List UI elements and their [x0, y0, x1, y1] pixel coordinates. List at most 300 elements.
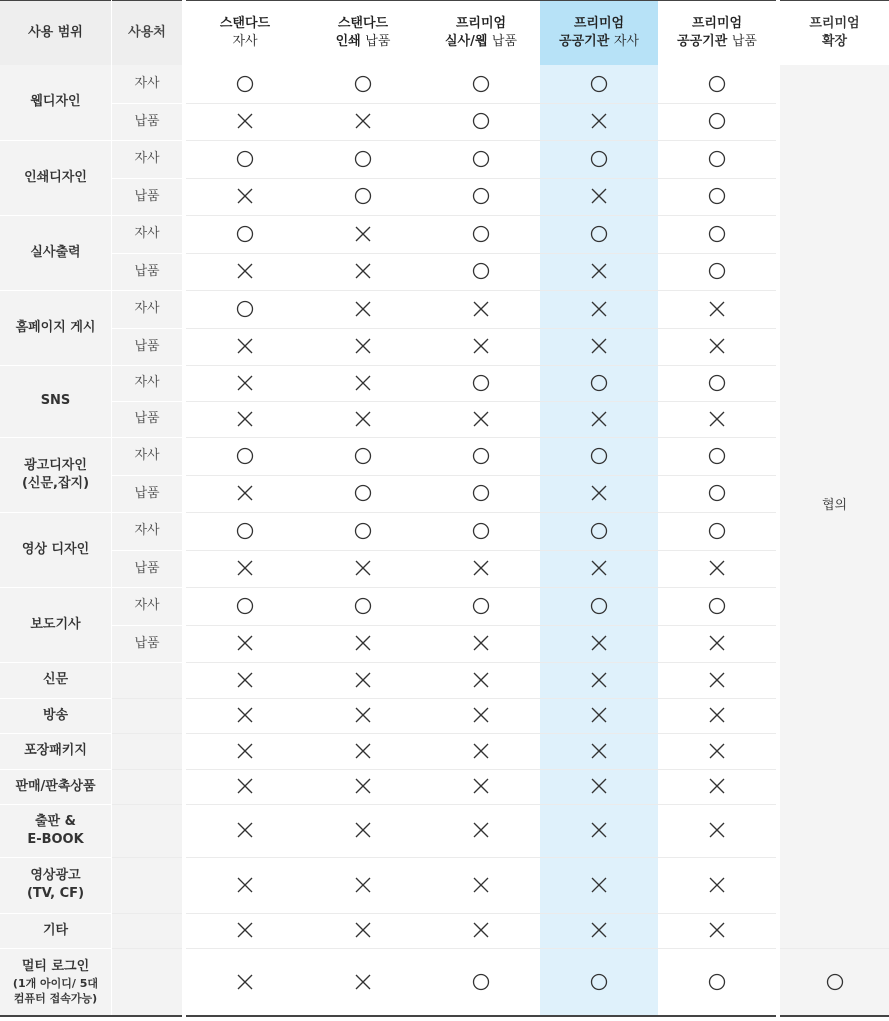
mark-cell — [540, 550, 658, 587]
allowed-circle-icon — [826, 973, 844, 991]
not-allowed-x-icon — [472, 337, 490, 355]
scope-label: 영상광고 (TV, CF) — [26, 868, 85, 901]
not-allowed-x-icon — [590, 410, 608, 428]
mark-cell — [184, 857, 304, 913]
user-label: 자사 — [134, 75, 160, 91]
mark-cell — [184, 328, 304, 365]
mark-cell — [184, 769, 304, 804]
allowed-circle-icon — [708, 973, 726, 991]
plan-name: 스탠다드 — [219, 16, 271, 31]
mark-cell — [304, 769, 422, 804]
user-cell — [112, 769, 185, 804]
allowed-circle-icon — [590, 973, 608, 991]
mark-cell — [184, 178, 304, 215]
allowed-circle-icon — [708, 187, 726, 205]
mark-cell — [658, 215, 778, 253]
allowed-circle-icon — [708, 225, 726, 243]
plan-name: 프리미엄 — [691, 16, 743, 31]
not-allowed-x-icon — [354, 706, 372, 724]
scope-cell — [0, 512, 112, 587]
scope-cell — [0, 140, 112, 215]
not-allowed-x-icon — [354, 973, 372, 991]
not-allowed-x-icon — [708, 410, 726, 428]
plan-name: 스탠다드 — [337, 16, 389, 31]
scope-label: 포장패키지 — [24, 743, 87, 758]
scope-cell — [0, 365, 112, 437]
user-cell — [112, 857, 185, 913]
not-allowed-x-icon — [708, 337, 726, 355]
header-user: 사용처 — [112, 1, 185, 66]
mark-cell — [658, 625, 778, 662]
mark-cell — [304, 65, 422, 103]
header-plan-premium-extended — [778, 1, 889, 66]
mark-cell — [658, 662, 778, 698]
user-cell — [112, 733, 185, 769]
allowed-circle-icon — [354, 75, 372, 93]
not-allowed-x-icon — [708, 921, 726, 939]
mark-cell — [184, 587, 304, 625]
not-allowed-x-icon — [590, 706, 608, 724]
not-allowed-x-icon — [590, 821, 608, 839]
user-cell — [112, 365, 185, 401]
user-label: 납품 — [134, 188, 160, 204]
table-row — [0, 328, 889, 365]
mark-cell — [422, 587, 540, 625]
user-cell — [112, 512, 185, 550]
mark-cell — [658, 140, 778, 178]
allowed-circle-icon — [590, 150, 608, 168]
allowed-circle-icon — [236, 447, 254, 465]
mark-cell — [540, 475, 658, 512]
plan-usage: 자사 — [232, 34, 258, 49]
allowed-circle-icon — [236, 75, 254, 93]
mark-cell — [184, 215, 304, 253]
not-allowed-x-icon — [590, 671, 608, 689]
not-allowed-x-icon — [236, 337, 254, 355]
user-label: 납품 — [134, 485, 160, 501]
user-cell — [112, 253, 185, 290]
plan-scope: 공공기관 — [677, 34, 728, 49]
mark-cell — [658, 437, 778, 475]
user-label: 자사 — [134, 448, 160, 463]
scope-label: 영상 디자인 — [21, 541, 90, 557]
header-plan-standard-print — [304, 1, 422, 66]
not-allowed-x-icon — [590, 742, 608, 760]
user-cell — [112, 290, 185, 328]
not-allowed-x-icon — [236, 876, 254, 894]
scope-label: 출판 & E-BOOK — [27, 813, 84, 847]
mark-cell — [658, 365, 778, 401]
mark-cell — [304, 913, 422, 948]
user-label: 자사 — [134, 226, 160, 241]
mark-cell — [658, 698, 778, 733]
scope-label: 웹디자인 — [30, 94, 81, 110]
mark-cell — [184, 662, 304, 698]
not-allowed-x-icon — [354, 374, 372, 392]
mark-cell — [422, 913, 540, 948]
allowed-circle-icon — [708, 150, 726, 168]
mark-cell — [184, 437, 304, 475]
scope-cell — [0, 65, 112, 140]
mark-cell — [422, 475, 540, 512]
mark-cell — [184, 140, 304, 178]
scope-cell — [0, 857, 112, 913]
mark-cell — [658, 512, 778, 550]
not-allowed-x-icon — [708, 777, 726, 795]
mark-cell — [184, 65, 304, 103]
mark-cell — [540, 290, 658, 328]
not-allowed-x-icon — [354, 559, 372, 577]
not-allowed-x-icon — [708, 876, 726, 894]
mark-cell — [540, 662, 658, 698]
mark-cell — [304, 475, 422, 512]
not-allowed-x-icon — [472, 559, 490, 577]
not-allowed-x-icon — [708, 559, 726, 577]
not-allowed-x-icon — [590, 876, 608, 894]
table-row — [0, 698, 889, 733]
header-scope: 사용 범위 — [0, 1, 112, 66]
not-allowed-x-icon — [590, 634, 608, 652]
table-row — [0, 857, 889, 913]
mark-cell — [184, 401, 304, 437]
not-allowed-x-icon — [708, 300, 726, 318]
plan-scope: 공공기관 — [559, 34, 610, 49]
not-allowed-x-icon — [590, 777, 608, 795]
plan-name: 프리미엄 — [809, 16, 860, 31]
user-cell — [112, 475, 185, 512]
allowed-circle-icon — [472, 75, 490, 93]
mark-cell — [304, 401, 422, 437]
not-allowed-x-icon — [236, 484, 254, 502]
mark-cell — [422, 103, 540, 140]
allowed-circle-icon — [236, 225, 254, 243]
not-allowed-x-icon — [354, 410, 372, 428]
extended-cell — [778, 65, 889, 948]
allowed-circle-icon — [236, 522, 254, 540]
user-cell — [112, 328, 185, 365]
not-allowed-x-icon — [236, 777, 254, 795]
mark-cell — [540, 140, 658, 178]
mark-cell — [658, 103, 778, 140]
not-allowed-x-icon — [472, 671, 490, 689]
scope-cell — [0, 662, 112, 698]
allowed-circle-icon — [472, 112, 490, 130]
mark-cell — [422, 65, 540, 103]
user-cell — [112, 804, 185, 857]
mark-cell — [184, 550, 304, 587]
user-label: 납품 — [134, 113, 160, 129]
not-allowed-x-icon — [236, 262, 254, 280]
plan-extended-label: 확장 — [821, 34, 848, 49]
mark-cell — [304, 625, 422, 662]
allowed-circle-icon — [590, 225, 608, 243]
mark-cell — [422, 365, 540, 401]
user-cell — [112, 65, 185, 103]
mark-cell — [658, 733, 778, 769]
user-cell — [112, 140, 185, 178]
plan-usage: 납품 — [731, 34, 757, 49]
mark-cell — [540, 587, 658, 625]
table-row — [0, 290, 889, 328]
mark-cell — [184, 512, 304, 550]
mark-cell — [540, 804, 658, 857]
mark-cell — [540, 769, 658, 804]
not-allowed-x-icon — [236, 187, 254, 205]
scope-note: (1개 아이디/ 5대 컴퓨터 접속가능) — [12, 976, 99, 1005]
mark-cell — [540, 625, 658, 662]
not-allowed-x-icon — [236, 374, 254, 392]
allowed-circle-icon — [472, 262, 490, 280]
not-allowed-x-icon — [354, 671, 372, 689]
mark-cell — [540, 948, 658, 1016]
header-plan-premium-public-own — [540, 1, 658, 66]
mark-cell — [540, 437, 658, 475]
mark-cell — [422, 401, 540, 437]
scope-label: 기타 — [42, 922, 69, 938]
not-allowed-x-icon — [472, 300, 490, 318]
allowed-circle-icon — [590, 522, 608, 540]
not-allowed-x-icon — [590, 921, 608, 939]
allowed-circle-icon — [354, 484, 372, 502]
mark-cell — [422, 769, 540, 804]
mark-cell — [658, 550, 778, 587]
allowed-circle-icon — [354, 187, 372, 205]
mark-cell — [540, 328, 658, 365]
user-label: 납품 — [134, 263, 160, 279]
mark-cell — [422, 253, 540, 290]
allowed-circle-icon — [708, 262, 726, 280]
mark-cell — [422, 550, 540, 587]
not-allowed-x-icon — [472, 634, 490, 652]
mark-cell — [658, 804, 778, 857]
table-row — [0, 550, 889, 587]
scope-label: 홈페이지 게시 — [15, 319, 96, 335]
allowed-circle-icon — [590, 75, 608, 93]
scope-label: 광고디자인 (신문,잡지) — [21, 457, 90, 491]
scope-label: 인쇄디자인 — [24, 169, 87, 185]
not-allowed-x-icon — [590, 262, 608, 280]
mark-cell — [304, 178, 422, 215]
user-cell — [112, 401, 185, 437]
not-allowed-x-icon — [590, 300, 608, 318]
mark-cell — [184, 804, 304, 857]
not-allowed-x-icon — [708, 634, 726, 652]
not-allowed-x-icon — [354, 876, 372, 894]
mark-cell — [540, 253, 658, 290]
mark-cell — [658, 769, 778, 804]
mark-cell — [540, 401, 658, 437]
mark-cell — [540, 698, 658, 733]
mark-cell — [540, 215, 658, 253]
mark-cell — [658, 948, 778, 1016]
mark-cell — [304, 550, 422, 587]
not-allowed-x-icon — [354, 821, 372, 839]
allowed-circle-icon — [354, 150, 372, 168]
extended-mark-cell — [778, 948, 889, 1016]
mark-cell — [304, 290, 422, 328]
header-plan-premium-web — [422, 1, 540, 66]
mark-cell — [422, 733, 540, 769]
not-allowed-x-icon — [472, 777, 490, 795]
mark-cell — [422, 804, 540, 857]
allowed-circle-icon — [708, 112, 726, 130]
not-allowed-x-icon — [236, 634, 254, 652]
mark-cell — [658, 913, 778, 948]
mark-cell — [304, 365, 422, 401]
table-row — [0, 625, 889, 662]
allowed-circle-icon — [472, 597, 490, 615]
user-cell — [112, 625, 185, 662]
mark-cell — [540, 365, 658, 401]
not-allowed-x-icon — [236, 559, 254, 577]
mark-cell — [658, 857, 778, 913]
mark-cell — [422, 290, 540, 328]
allowed-circle-icon — [236, 300, 254, 318]
scope-cell — [0, 437, 112, 512]
mark-cell — [184, 103, 304, 140]
not-allowed-x-icon — [472, 742, 490, 760]
table-row — [0, 215, 889, 253]
mark-cell — [304, 587, 422, 625]
allowed-circle-icon — [472, 522, 490, 540]
mark-cell — [304, 328, 422, 365]
table-row — [0, 587, 889, 625]
scope-cell — [0, 215, 112, 290]
not-allowed-x-icon — [472, 706, 490, 724]
mark-cell — [304, 103, 422, 140]
mark-cell — [184, 475, 304, 512]
allowed-circle-icon — [354, 522, 372, 540]
not-allowed-x-icon — [236, 742, 254, 760]
not-allowed-x-icon — [354, 634, 372, 652]
mark-cell — [422, 437, 540, 475]
mark-cell — [304, 804, 422, 857]
not-allowed-x-icon — [590, 112, 608, 130]
user-cell — [112, 948, 185, 1016]
user-label: 자사 — [134, 375, 160, 390]
license-table-body — [0, 65, 889, 1016]
not-allowed-x-icon — [236, 410, 254, 428]
mark-cell — [658, 475, 778, 512]
mark-cell — [304, 215, 422, 253]
scope-cell — [0, 769, 112, 804]
not-allowed-x-icon — [590, 337, 608, 355]
table-row — [0, 437, 889, 475]
mark-cell — [304, 698, 422, 733]
not-allowed-x-icon — [590, 187, 608, 205]
mark-cell — [184, 253, 304, 290]
table-row — [0, 475, 889, 512]
plan-name: 프리미엄 — [573, 16, 625, 31]
table-row — [0, 253, 889, 290]
not-allowed-x-icon — [354, 225, 372, 243]
mark-cell — [540, 512, 658, 550]
table-row — [0, 103, 889, 140]
allowed-circle-icon — [590, 374, 608, 392]
scope-label: 방송 — [42, 707, 69, 723]
scope-cell — [0, 698, 112, 733]
allowed-circle-icon — [354, 597, 372, 615]
not-allowed-x-icon — [708, 821, 726, 839]
mark-cell — [184, 698, 304, 733]
header-row — [0, 1, 889, 66]
scope-label: 실사출력 — [30, 244, 81, 260]
not-allowed-x-icon — [236, 112, 254, 130]
not-allowed-x-icon — [354, 112, 372, 130]
mark-cell — [658, 253, 778, 290]
mark-cell — [184, 625, 304, 662]
scope-label: SNS — [40, 393, 71, 408]
mark-cell — [184, 733, 304, 769]
user-cell — [112, 103, 185, 140]
mark-cell — [184, 948, 304, 1016]
user-label: 납품 — [134, 560, 160, 576]
not-allowed-x-icon — [708, 706, 726, 724]
mark-cell — [184, 290, 304, 328]
plan-name: 프리미엄 — [455, 16, 507, 31]
allowed-circle-icon — [590, 447, 608, 465]
plan-usage: 자사 — [613, 34, 639, 49]
allowed-circle-icon — [708, 447, 726, 465]
not-allowed-x-icon — [354, 262, 372, 280]
mark-cell — [540, 103, 658, 140]
mark-cell — [422, 140, 540, 178]
user-cell — [112, 550, 185, 587]
plan-scope: 실사/웹 — [444, 34, 488, 49]
scope-cell — [0, 948, 112, 1016]
mark-cell — [422, 625, 540, 662]
mark-cell — [422, 178, 540, 215]
not-allowed-x-icon — [236, 671, 254, 689]
mark-cell — [422, 662, 540, 698]
mark-cell — [540, 65, 658, 103]
user-cell — [112, 913, 185, 948]
user-cell — [112, 178, 185, 215]
mark-cell — [540, 178, 658, 215]
mark-cell — [658, 290, 778, 328]
scope-label: 판매/판촉상품 — [15, 778, 96, 794]
allowed-circle-icon — [236, 597, 254, 615]
mark-cell — [304, 948, 422, 1016]
scope-label: 멀티 로그인 — [21, 958, 90, 974]
not-allowed-x-icon — [236, 921, 254, 939]
not-allowed-x-icon — [590, 484, 608, 502]
user-label: 자사 — [134, 523, 160, 538]
user-cell — [112, 437, 185, 475]
allowed-circle-icon — [708, 374, 726, 392]
mark-cell — [658, 65, 778, 103]
allowed-circle-icon — [472, 447, 490, 465]
user-label: 납품 — [134, 411, 160, 426]
scope-cell — [0, 587, 112, 662]
allowed-circle-icon — [472, 484, 490, 502]
not-allowed-x-icon — [708, 671, 726, 689]
mark-cell — [304, 733, 422, 769]
mark-cell — [304, 437, 422, 475]
not-allowed-x-icon — [354, 300, 372, 318]
header-plan-standard-own — [184, 1, 304, 66]
mark-cell — [658, 587, 778, 625]
not-allowed-x-icon — [236, 706, 254, 724]
plan-usage: 납품 — [491, 34, 518, 49]
table-row — [0, 512, 889, 550]
table-row — [0, 65, 889, 103]
mark-cell — [422, 857, 540, 913]
user-cell — [112, 587, 185, 625]
user-label: 납품 — [134, 635, 160, 651]
plan-usage: 납품 — [365, 34, 391, 49]
table-row — [0, 769, 889, 804]
